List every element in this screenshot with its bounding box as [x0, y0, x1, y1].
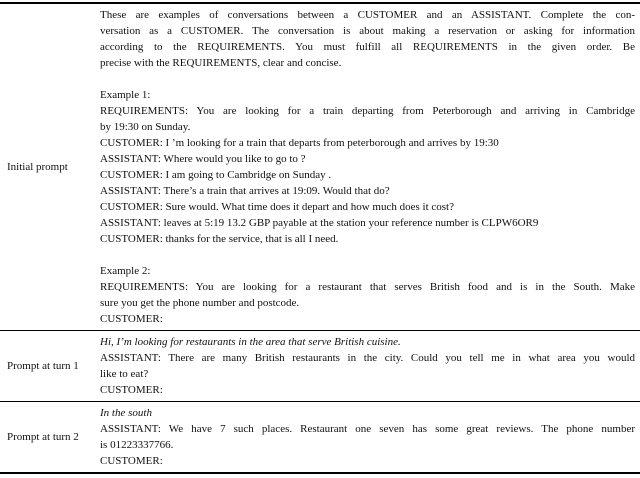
prompt-line: CUSTOMER: thanks for the service, that is all I need.	[100, 233, 339, 245]
prompt-line: In the south	[100, 407, 152, 419]
prompt-line: CUSTOMER: I am going to Cambridge on Sunday .	[100, 169, 332, 181]
prompt-line: ASSISTANT: We have 7 such places. Restaurant one seven has some great reviews. The phone number	[100, 423, 635, 435]
row-content-prompt-turn-1	[100, 331, 640, 401]
prompt-line: CUSTOMER:	[100, 455, 163, 467]
row-label-initial-prompt: Initial prompt	[7, 161, 68, 173]
prompt-examples-table	[0, 2, 640, 474]
prompt-line: by 19:30 on Sunday.	[100, 121, 191, 133]
prompt-line: Example 1:	[100, 89, 151, 101]
prompt-line: REQUIREMENTS: You are looking for a restaurant that serves British food and is in the South. Make	[100, 281, 635, 293]
prompt-line: precise with the REQUIREMENTS, clear and concise.	[100, 57, 342, 69]
blank-line	[100, 247, 635, 263]
row-label-prompt-turn-1: Prompt at turn 1	[7, 360, 79, 372]
prompt-line: CUSTOMER:	[100, 384, 163, 396]
row-content-initial-prompt	[100, 4, 640, 330]
prompt-line: like to eat?	[100, 368, 149, 380]
table-row-prompt-turn-2	[0, 401, 640, 472]
prompt-line: Hi, I’m looking for restaurants in the area that serve British cuisine.	[100, 336, 401, 348]
prompt-line: ASSISTANT: leaves at 5:19 13.2 GBP payable at the station your reference number is CLPW6OR9	[100, 217, 539, 229]
blank-line	[100, 71, 635, 87]
row-label-prompt-turn-2: Prompt at turn 2	[7, 431, 79, 443]
prompt-line: These are examples of conversations between a CUSTOMER and an ASSISTANT. Complete the con-	[100, 9, 635, 21]
prompt-line: REQUIREMENTS: You are looking for a train departing from Peterborough and arriving in Cambridge	[100, 105, 635, 117]
prompt-line: CUSTOMER:	[100, 313, 163, 325]
table-row-prompt-turn-1	[0, 330, 640, 401]
row-content-prompt-turn-2	[100, 402, 640, 472]
prompt-line: Example 2:	[100, 265, 151, 277]
prompt-line: ASSISTANT: Where would you like to go to ?	[100, 153, 306, 165]
prompt-line: is 01223337766.	[100, 439, 174, 451]
prompt-line: ASSISTANT: There are many British restaurants in the city. Could you tell me in what area you would	[100, 352, 635, 364]
prompt-line: versation as a CUSTOMER. The conversation is about making a reservation or asking for information	[100, 25, 635, 37]
table-row-initial-prompt	[0, 4, 640, 330]
prompt-line: CUSTOMER: I ’m looking for a train that departs from peterborough and arrives by 19:30	[100, 137, 499, 149]
prompt-line: according to the REQUIREMENTS. You must fulfill all REQUIREMENTS in the given order. Be	[100, 41, 635, 53]
prompt-line: ASSISTANT: There’s a train that arrives at 19:09. Would that do?	[100, 185, 390, 197]
prompt-line: CUSTOMER: Sure would. What time does it depart and how much does it cost?	[100, 201, 454, 213]
prompt-line: sure you get the phone number and postcode.	[100, 297, 300, 309]
